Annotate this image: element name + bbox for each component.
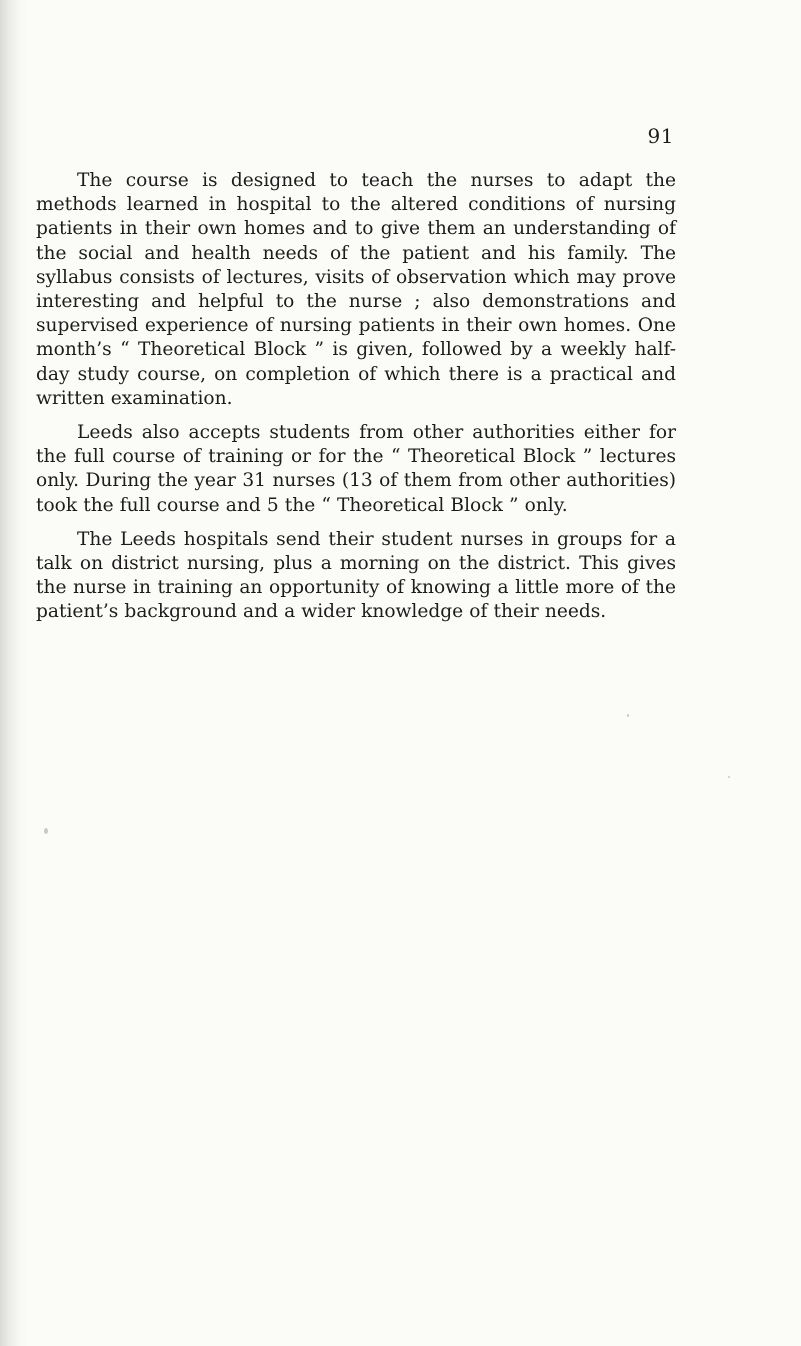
scan-speck bbox=[44, 828, 48, 834]
page-number: 91 bbox=[647, 124, 674, 148]
paragraph-course-description: The course is designed to teach the nurses to adapt the methods learned in hospital to the altered conditions of nursing patients in their own homes and to give them an understanding of the social and health needs of the patient and his family. The syllabus consists of lectures, visits of observation which may prove interesting and helpful to the nurse ; also demonstrations and supervised experience of nursing patients in their own homes. One month’s “ Theoretical Block ” is given, followed by a weekly half-day study course, on completion of which there is a practical and written examination. bbox=[36, 170, 676, 409]
paragraph-students-from-other-authorities: Leeds also accepts students from other authorities either for the full course of training or for the “ Theoretical Block ” lectures only. During the year 31 nurses (13 of them from other authorities) took the full course and 5 the “ Theoretical Block ” only. bbox=[36, 422, 676, 516]
page-binding-shadow bbox=[0, 0, 28, 1346]
paragraph-leeds-hospitals: The Leeds hospitals send their student nurses in groups for a talk on district nursing, plus a morning on the district. This gives the nurse in training an opportunity of knowing a little more of the patient’s background and a wider knowledge of their needs. bbox=[36, 528, 676, 623]
scan-speck bbox=[728, 776, 730, 778]
body-text bbox=[36, 169, 676, 625]
scan-speck bbox=[627, 714, 629, 717]
